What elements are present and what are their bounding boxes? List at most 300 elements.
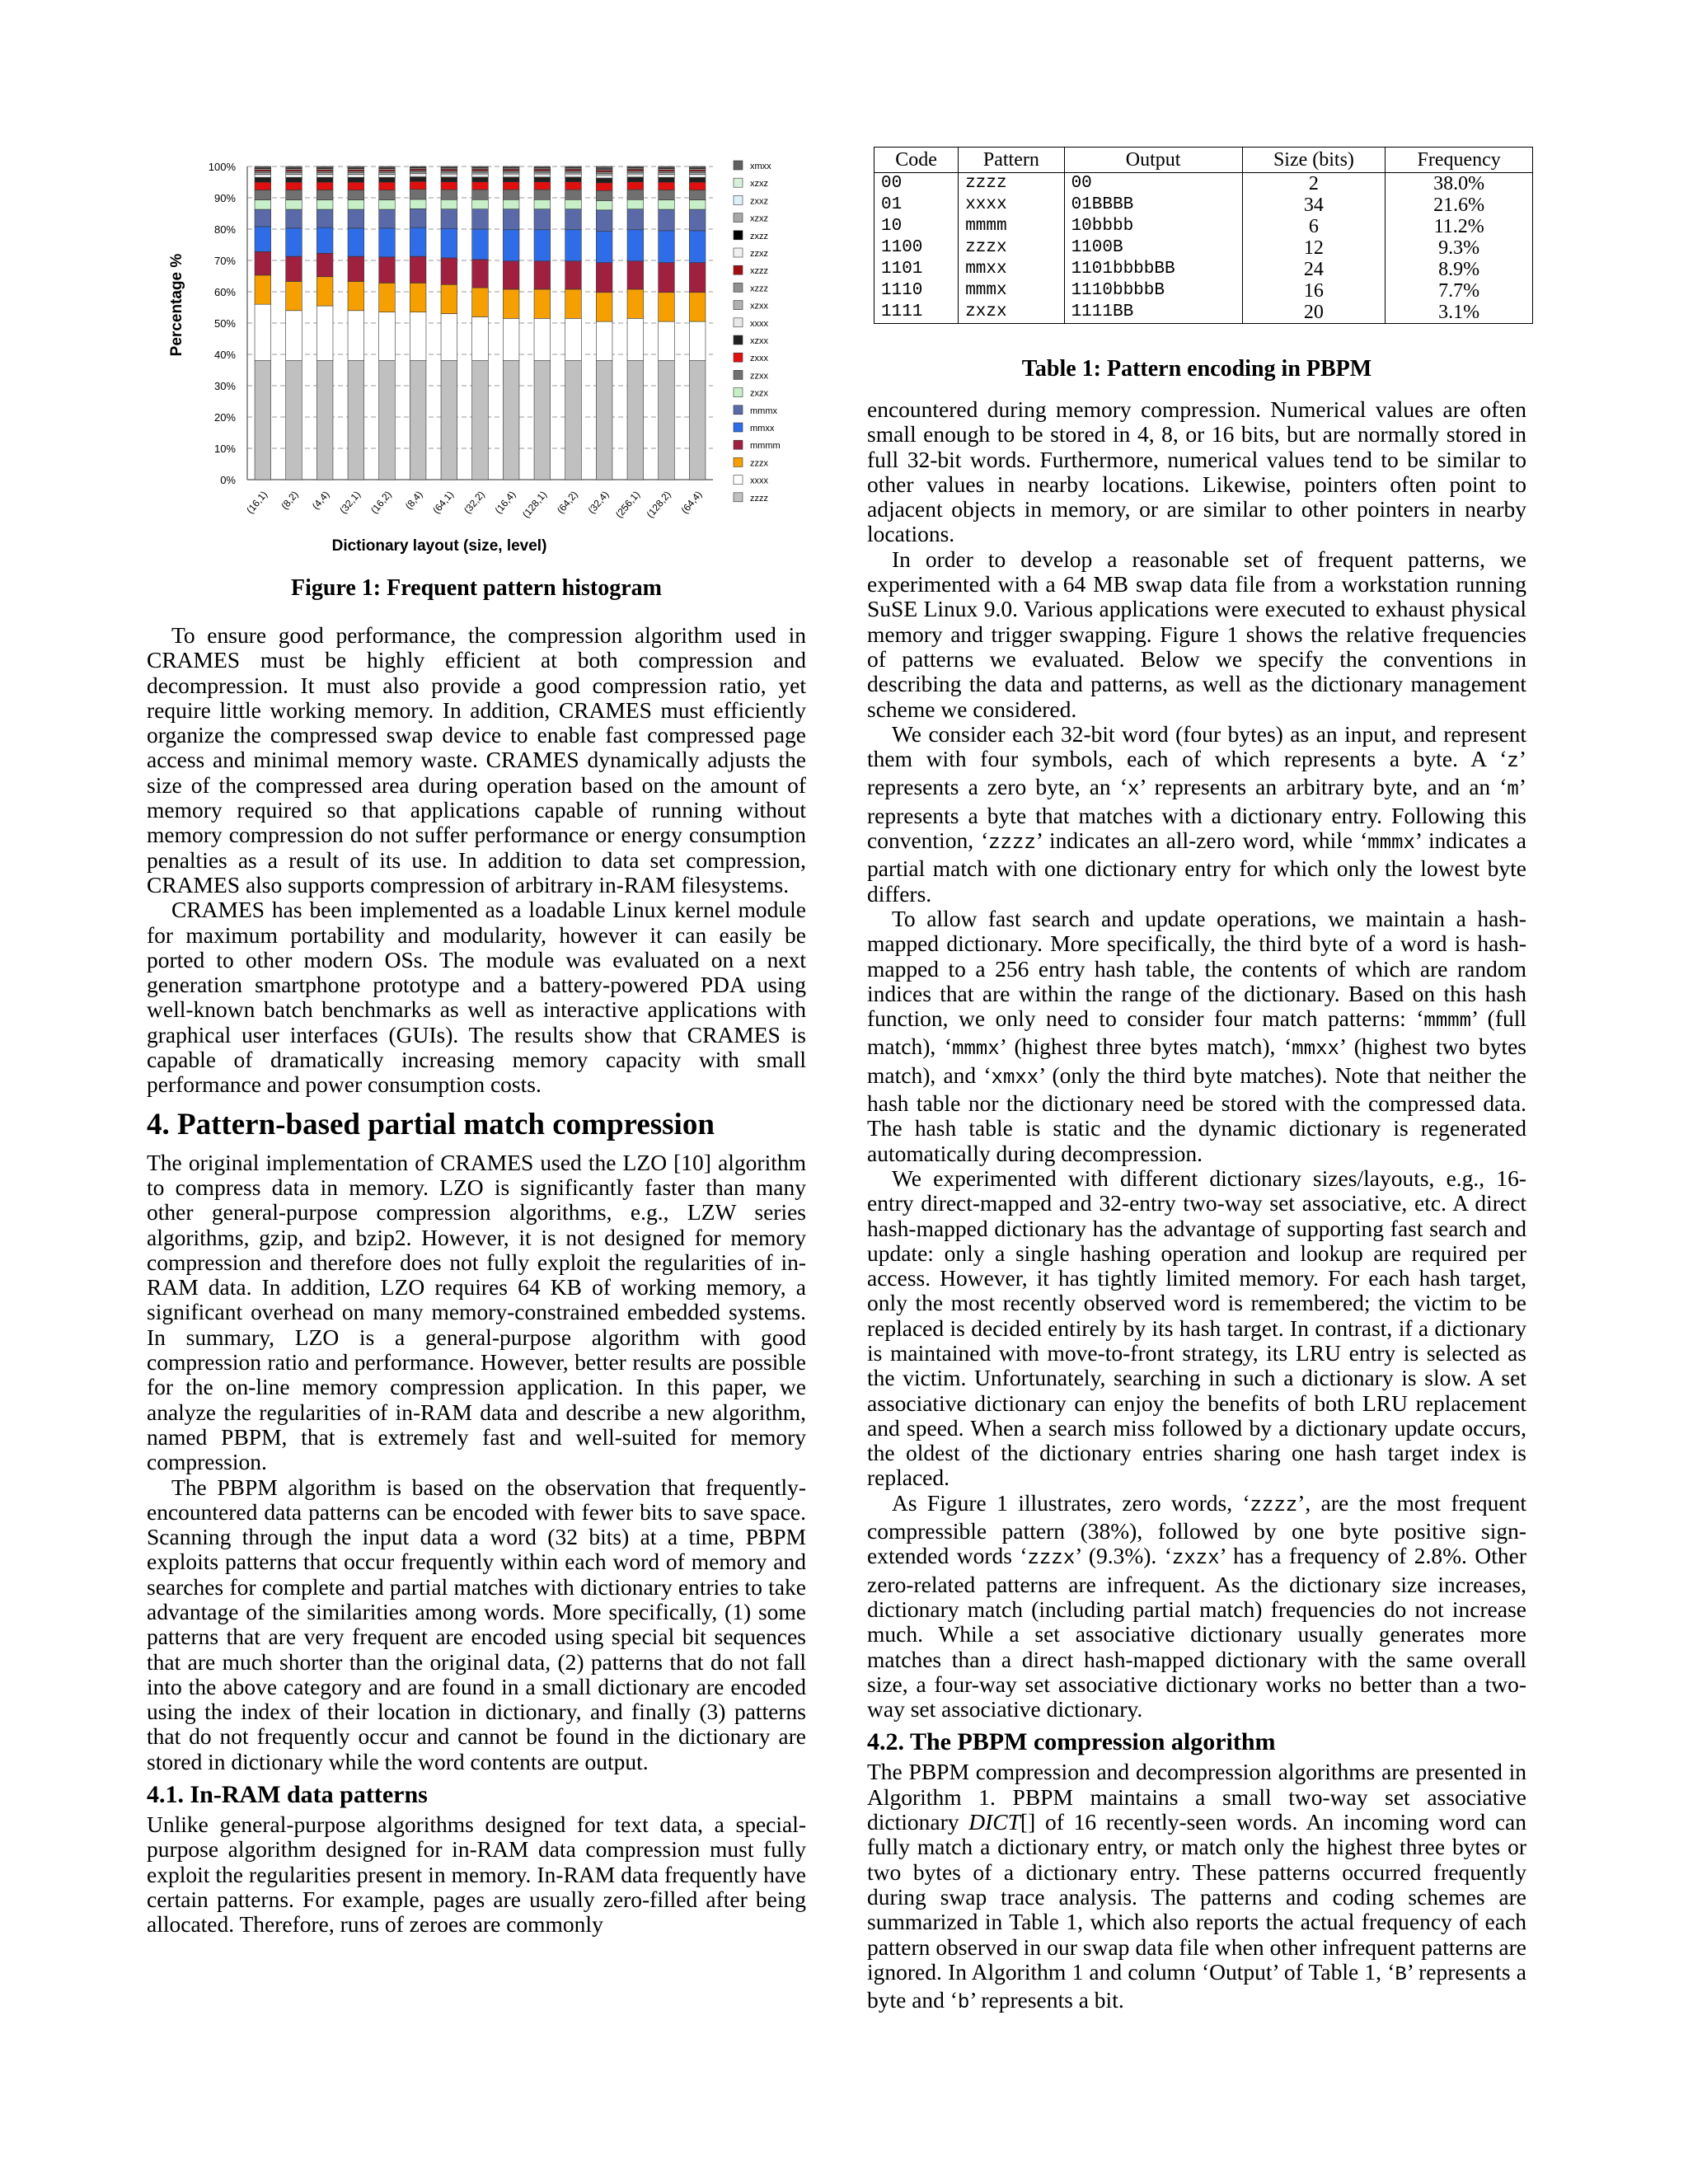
- chart-bar-segment: [286, 175, 302, 178]
- chart-bar-segment: [565, 166, 582, 168]
- chart-bar-segment: [472, 288, 489, 316]
- chart-bar-segment: [689, 190, 706, 200]
- pattern-encoding-table: [874, 147, 1533, 324]
- chart-bar-segment: [348, 190, 364, 200]
- chart-bar-segment: [410, 256, 426, 283]
- chart-bar-segment: [534, 177, 551, 182]
- table-cell: mmmx: [959, 280, 1064, 302]
- table-caption: Table 1: Pattern encoding in PBPM: [1021, 356, 1372, 382]
- chart-bar-segment: [441, 361, 457, 480]
- table-cell: 16: [1242, 280, 1386, 302]
- chart-bar-segment: [596, 178, 612, 183]
- chart-y-tick-label: 50%: [213, 317, 236, 330]
- chart-bar-segment: [379, 228, 396, 257]
- chart-bar-segment: [255, 361, 271, 480]
- chart-bar-segment: [534, 182, 551, 190]
- chart-x-tick-label: (64,2): [554, 488, 580, 516]
- chart-x-tick-label: (32,1): [337, 488, 363, 516]
- chart-x-tick-label: (128,2): [644, 488, 673, 521]
- chart-bar-segment: [689, 231, 706, 263]
- chart-bar-segment: [596, 210, 612, 232]
- chart-bar-segment: [410, 227, 426, 256]
- chart-legend-swatch: [734, 318, 743, 327]
- table-cell: xxxx: [959, 194, 1064, 216]
- chart-legend-swatch: [734, 476, 743, 485]
- left-column: [147, 623, 806, 1938]
- chart-bar-segment: [379, 283, 396, 312]
- chart-x-tick-label: (8,2): [279, 488, 301, 512]
- table-cell: 12: [1242, 237, 1386, 259]
- chart-bar-segment: [565, 361, 582, 480]
- chart-legend-label: xzxx: [750, 301, 768, 312]
- paragraph: encountered during memory compression. Numerical values are often small enough to be stored in 4, 8, or 16 bits, but are normally stored in full 32-bit words. Furthermore, numerical values tend to be similar to other values in nearby locations. Likewise, pointers often point to adjacent objects in memory, or are similar to other pointers in nearby locations.: [867, 396, 1526, 547]
- chart-bar-segment: [534, 174, 551, 177]
- chart-legend-label: xzxz: [750, 213, 768, 224]
- table-cell: 1110: [874, 280, 959, 302]
- table-row: [874, 259, 1533, 280]
- chart-bar-segment: [441, 209, 457, 229]
- chart-bar-segment: [379, 177, 396, 182]
- chart-bar-segment: [379, 175, 396, 178]
- chart-bar-segment: [348, 361, 364, 480]
- chart-legend-swatch: [734, 283, 743, 292]
- chart-bar-segment: [689, 293, 706, 321]
- table-cell: 1101bbbbBB: [1064, 259, 1242, 280]
- chart-x-tick-label: (32,2): [461, 488, 487, 516]
- chart-bar-segment: [689, 177, 706, 182]
- chart-bar-segment: [316, 253, 333, 277]
- chart-bar-segment: [255, 166, 271, 168]
- chart-bar-segment: [627, 318, 644, 360]
- chart-bar-segment: [379, 166, 396, 168]
- chart-bar-segment: [565, 182, 582, 190]
- chart-bar-segment: [627, 209, 644, 230]
- chart-x-tick-label: (64,4): [678, 488, 705, 516]
- chart-bar-segment: [441, 314, 457, 361]
- table-row: [874, 216, 1533, 237]
- chart-y-tick-label: 0%: [220, 474, 236, 486]
- chart-legend-label: zzxz: [750, 249, 768, 259]
- chart-bar-segment: [503, 182, 519, 190]
- chart-bar-segment: [316, 277, 333, 306]
- chart-bar-segment: [596, 166, 612, 169]
- chart-bar-segment: [534, 289, 551, 318]
- chart-y-tick-label: 30%: [213, 380, 236, 392]
- chart-bar-segment: [472, 190, 489, 199]
- table-cell: 9.3%: [1386, 237, 1533, 259]
- table-cell: 00: [1064, 173, 1242, 195]
- table-cell: 24: [1242, 259, 1386, 280]
- chart-bar-segment: [534, 166, 551, 168]
- chart-bar-segment: [348, 281, 364, 310]
- chart-bar-segment: [316, 175, 333, 178]
- table-cell: 34: [1242, 194, 1386, 216]
- chart-y-tick-label: 20%: [213, 411, 236, 424]
- chart-bar-segment: [565, 190, 582, 199]
- chart-bar-segment: [503, 199, 519, 209]
- table-cell: 1100: [874, 237, 959, 259]
- chart-legend-swatch: [734, 335, 743, 344]
- chart-bar-segment: [503, 261, 519, 289]
- chart-bar-segment: [286, 209, 302, 228]
- table-cell: zzzz: [959, 173, 1064, 195]
- chart-bar-segment: [379, 190, 396, 200]
- table-cell: 1111BB: [1064, 302, 1242, 324]
- table-cell: 3.1%: [1386, 302, 1533, 324]
- chart-bar-segment: [348, 311, 364, 361]
- chart-legend-label: zxzx: [750, 388, 768, 399]
- table-row: [874, 173, 1533, 195]
- chart-legend-swatch: [734, 493, 743, 502]
- chart-bar-segment: [659, 175, 675, 178]
- chart-bar-segment: [379, 257, 396, 284]
- section-heading: 4. Pattern-based partial match compression: [147, 1107, 715, 1141]
- chart-y-tick-label: 80%: [213, 223, 236, 236]
- chart-bar-segment: [410, 361, 426, 480]
- paragraph: To allow fast search and update operations, we maintain a hash-mapped dictionary. More specifically, the third byte of a word is hash-mapped to a 256 entry hash table, the contents of which are random indices that are within the range of the dictionary. Based on this hash function, we only need to consider four match patterns: ‘mmmm’ (full match), ‘mmmx’ (highest three bytes match), ‘mmxx’ (highest two bytes match), and ‘xmxx’ (only the third byte matches). Note that neither the hash table nor the dictionary need be stored with the compressed data. The hash table is static and the dynamic dictionary is regenerated automatically during decompression.: [867, 905, 1527, 1166]
- chart-bar-segment: [441, 182, 457, 190]
- chart-x-tick-label: (128,1): [519, 488, 550, 521]
- chart-bar-segment: [316, 190, 333, 200]
- chart-bar-segment: [255, 227, 271, 251]
- chart-legend-label: zxxz: [750, 196, 768, 207]
- chart-bar-segment: [596, 321, 612, 361]
- chart-bar-segment: [565, 230, 582, 261]
- chart-bar-segment: [441, 199, 457, 209]
- chart-bar-segment: [534, 230, 551, 261]
- chart-bar-segment: [503, 166, 519, 168]
- chart-bar-segment: [472, 177, 489, 182]
- chart-bar-segment: [534, 199, 551, 209]
- chart-bar-segment: [659, 263, 675, 293]
- paragraph: Unlike general-purpose algorithms designed for text data, a special-purpose algorithm designed for in-RAM data compression must fully exploit the regularities present in memory. In-RAM data frequently have certain patterns. For example, pages are usually zero-filled after being allocated. Therefore, runs of zeroes are commonly: [147, 1811, 806, 1938]
- chart-bar-segment: [441, 166, 457, 168]
- table-row: [874, 302, 1533, 324]
- chart-bar-segment: [316, 177, 333, 182]
- chart-bar-segment: [689, 209, 706, 231]
- chart-bar-segment: [379, 312, 396, 361]
- chart-bar-segment: [410, 283, 426, 312]
- subsection-heading: 4.2. The PBPM compression algorithm: [867, 1728, 1276, 1756]
- chart-bar-segment: [472, 209, 489, 229]
- paragraph: The original implementation of CRAMES used the LZO [10] algorithm to compress data in memory. LZO is significantly faster than many other general-purpose compression algorithms, e.g., LZW series algorithms, gzip, and bzip2. However, it is not designed for memory compression and therefore does not fully exploit the regularities of in-RAM data. In addition, LZO requires 64 KB of working memory, a significant overhead on many memory-constrained embedded systems. In summary, LZO is a general-purpose algorithm with good compression ratio and performance. However, better results are possible for the on-line memory compression application. In this paper, we analyze the regularities of in-RAM data and describe a new algorithm, named PBPM, that is extremely fast and well-suited for memory compression.: [147, 1149, 806, 1475]
- chart-y-axis-label: Percentage %: [168, 253, 185, 357]
- chart-bar-segment: [410, 190, 426, 199]
- chart-bar-segment: [659, 182, 675, 190]
- chart-bar-segment: [596, 361, 612, 480]
- chart-legend-label: xmxx: [750, 162, 771, 171]
- chart-bar-segment: [627, 182, 644, 190]
- chart-bar-segment: [659, 166, 675, 168]
- chart-bar-segment: [659, 321, 675, 361]
- chart-bar-segment: [255, 177, 271, 182]
- chart-bar-segment: [689, 263, 706, 293]
- chart-bar-segment: [534, 209, 551, 230]
- chart-bar-segment: [503, 174, 519, 177]
- paragraph: We experimented with different dictionary sizes/layouts, e.g., 16-entry direct-mapped and 32-entry two-way set associative, etc. A direct hash-mapped dictionary has the advantage of supporting fast search and update: only a single hashing operation and lookup are required per access. However, it has tightly limited memory. For each hash target, only the most recently observed word is remembered; the victim to be replaced is decided entirely by its hash target. In contrast, if a dictionary is maintained with move-to-front strategy, its LRU entry is selected as the victim. Unfortunately, searching in such a dictionary is slow. A set associative dictionary can enjoy the benefits of both LRU replacement and speed. When a search miss followed by a dictionary update occurs, the oldest of the dictionary entries sharing one hash target index is replaced.: [867, 1165, 1526, 1491]
- chart-legend-swatch: [734, 231, 743, 240]
- chart-bar-segment: [348, 200, 364, 209]
- chart-bar-segment: [534, 261, 551, 289]
- chart-legend-label: mmmx: [750, 405, 777, 416]
- chart-bar-segment: [565, 261, 582, 289]
- chart-legend-label: zzzx: [750, 458, 768, 469]
- chart-legend-label: zxxx: [750, 354, 768, 364]
- chart-bar-segment: [316, 182, 333, 190]
- paragraph: CRAMES has been implemented as a loadable Linux kernel module for maximum portability and modularity, however it can easily be ported to other modern OSs. The module was evaluated on a next generation smartphone prototype and a battery-powered PDA using well-known batch benchmarks as well as interactive applications with graphical user interfaces (GUIs). The results show that CRAMES is capable of dramatically increasing memory capacity with small performance and power consumption costs.: [147, 897, 806, 1098]
- paragraph: The PBPM algorithm is based on the observation that frequently-encountered data patterns can be encoded with fewer bits to save space. Scanning through the input data a word (32 bits) at a time, PBPM exploits patterns that occur frequently within each word of memory and searches for complete and partial matches with dictionary entries to take advantage of the similarities among words. More specifically, (1) some patterns that are very frequent are encoded using special bit sequences that are much shorter than the original data, (2) patterns that do not fall into the above category and are found in a small dictionary are encoded using the index of their location in dictionary, and finally (3) patterns that do not frequently occur and cannot be found in the dictionary are stored in dictionary while the word contents are output.: [147, 1474, 806, 1774]
- chart-legend-label: xzzz: [750, 266, 768, 277]
- chart-bar-segment: [565, 199, 582, 209]
- chart-bar-segment: [348, 177, 364, 182]
- chart-bar-segment: [472, 260, 489, 288]
- table-header-cell: Output: [1064, 148, 1242, 173]
- chart-bar-segment: [286, 281, 302, 310]
- table-cell: 1101: [874, 259, 959, 280]
- chart-bar-segment: [316, 306, 333, 361]
- chart-x-tick-label: (8,4): [402, 488, 425, 512]
- chart-bar-segment: [316, 200, 333, 209]
- chart-bar-segment: [659, 293, 675, 321]
- table-header-cell: Code: [874, 148, 959, 173]
- chart-bar-segment: [379, 182, 396, 190]
- table-cell: 20: [1242, 302, 1386, 324]
- chart-bar-segment: [596, 293, 612, 321]
- chart-legend-swatch: [734, 195, 743, 204]
- chart-bar-segment: [255, 182, 271, 190]
- table-cell: mmxx: [959, 259, 1064, 280]
- chart-bar-segment: [255, 200, 271, 209]
- chart-bar-segment: [441, 228, 457, 258]
- chart-x-tick-label: (256,1): [612, 488, 643, 521]
- chart-bar-segment: [441, 258, 457, 284]
- chart-bar-segment: [627, 261, 644, 289]
- chart-bar-segment: [534, 190, 551, 199]
- chart-bar-segment: [255, 251, 271, 275]
- chart-bar-segment: [627, 289, 644, 318]
- chart-bar-segment: [627, 166, 644, 168]
- chart-legend-swatch: [734, 213, 743, 223]
- table-cell: 10bbbb: [1064, 216, 1242, 237]
- paragraph: In order to develop a reasonable set of frequent patterns, we experimented with a 64 MB swap data file from a workstation running SuSE Linux 9.0. Various applications were executed to exhaust physical memory and trigger swapping. Figure 1 shows the relative frequencies of patterns we evaluated. Below we specify the conventions in describing the data and patterns, as well as the dictionary management scheme we considered.: [867, 546, 1526, 722]
- chart-legend-label: xzzz: [750, 284, 768, 294]
- chart-bar-segment: [316, 166, 333, 168]
- chart-legend-swatch: [734, 353, 743, 362]
- chart-bar-segment: [627, 190, 644, 199]
- chart-bar-segment: [286, 311, 302, 361]
- table-cell: 00: [874, 173, 959, 195]
- chart-bar-segment: [286, 256, 302, 281]
- chart-bar-segment: [627, 199, 644, 209]
- chart-bar-segment: [255, 304, 271, 360]
- chart-bar-segment: [627, 177, 644, 182]
- chart-legend-label: xxxx: [750, 476, 768, 486]
- chart-bar-segment: [689, 200, 706, 209]
- chart-bar-segment: [565, 177, 582, 182]
- chart-bar-segment: [286, 182, 302, 190]
- chart-legend-label: zzzz: [750, 493, 768, 504]
- chart-bar-segment: [565, 318, 582, 360]
- table-header-row: [874, 148, 1533, 173]
- chart-bar-segment: [316, 227, 333, 253]
- chart-bar-segment: [441, 174, 457, 177]
- chart-bar-segment: [441, 190, 457, 199]
- chart-legend-swatch: [734, 265, 743, 274]
- paragraph: The PBPM compression and decompression algorithms are presented in Algorithm 1. PBPM maintains a small two-way set associative dictionary DICT[] of 16 recently-seen words. An incoming word can fully match a dictionary entry, or match only the highest three bytes or two bytes of a dictionary entry. These patterns occurred frequently during swap trace analysis. The patterns and coding schemes are summarized in Table 1, which also reports the actual frequency of each pattern observed in our swap data file when other infrequent patterns are ignored. In Algorithm 1 and column ‘Output’ of Table 1, ‘B’ represents a byte and ‘b’ represents a bit.: [867, 1759, 1526, 2015]
- chart-legend-swatch: [734, 370, 743, 379]
- table-header-cell: Size (bits): [1242, 148, 1386, 173]
- chart-bar-segment: [348, 182, 364, 190]
- chart-bar-segment: [689, 182, 706, 190]
- chart-bar-segment: [410, 166, 426, 167]
- chart-bar-segment: [286, 200, 302, 209]
- chart-bar-segment: [255, 175, 271, 178]
- chart-bar-segment: [410, 209, 426, 227]
- chart-bar-segment: [659, 209, 675, 231]
- chart-x-axis-label: Dictionary layout (size, level): [331, 537, 547, 555]
- figure-caption: Figure 1: Frequent pattern histogram: [290, 575, 663, 601]
- chart-bar-segment: [565, 209, 582, 230]
- chart-legend-swatch: [734, 423, 743, 432]
- chart-bar-segment: [472, 316, 489, 360]
- chart-legend-label: xzxz: [750, 179, 768, 190]
- chart-bar-segment: [565, 174, 582, 177]
- chart-legend-label: zxzz: [750, 231, 768, 241]
- chart-bar-segment: [410, 177, 426, 182]
- chart-bar-segment: [441, 284, 457, 313]
- chart-bar-segment: [410, 312, 426, 361]
- chart-legend-swatch: [734, 178, 743, 187]
- chart-bar-segment: [441, 177, 457, 182]
- table-cell: 01BBBB: [1064, 194, 1242, 216]
- chart-bar-segment: [596, 190, 612, 200]
- chart-bar-segment: [255, 275, 271, 304]
- chart-x-tick-label: (4,4): [309, 488, 332, 512]
- chart-legend-swatch: [734, 248, 743, 257]
- chart-bar-segment: [503, 177, 519, 182]
- table-header-cell: Pattern: [959, 148, 1064, 173]
- chart-bar-segment: [286, 166, 302, 168]
- chart-bar-segment: [286, 190, 302, 200]
- table-cell: 11.2%: [1386, 216, 1533, 237]
- table-cell: 6: [1242, 216, 1386, 237]
- chart-y-tick-label: 100%: [208, 161, 236, 173]
- chart-legend-swatch: [734, 440, 743, 449]
- chart-x-tick-label: (16,1): [244, 488, 270, 516]
- chart-bar-segment: [472, 199, 489, 209]
- table-cell: 1100B: [1064, 237, 1242, 259]
- chart-bar-segment: [472, 361, 489, 480]
- chart-x-tick-label: (16,2): [368, 488, 394, 516]
- chart-bar-segment: [689, 166, 706, 168]
- chart-bar-segment: [534, 361, 551, 480]
- table-cell: 1111: [874, 302, 959, 324]
- chart-legend-label: mmxx: [750, 424, 775, 434]
- chart-bar-segment: [627, 174, 644, 177]
- table-cell: 38.0%: [1386, 173, 1533, 195]
- chart-y-tick-label: 10%: [213, 443, 236, 455]
- paragraph: As Figure 1 illustrates, zero words, ‘zzzz’, are the most frequent compressible pattern (38%), followed by one byte positive sign-extended words ‘zzzx’ (9.3%). ‘zxzx’ has a frequency of 2.8%. Other zero-related patterns are infrequent. As the dictionary size increases, dictionary match (including partial match) frequencies do not increase much. While a set associative dictionary usually generates more matches than a direct hash-mapped dictionary with the same overall size, a four-way set associative dictionary works no better than a two-way set associative dictionary.: [867, 1489, 1527, 1722]
- table-cell: 1110bbbbB: [1064, 280, 1242, 302]
- chart-bar-segment: [286, 177, 302, 182]
- chart-bar-segment: [503, 361, 519, 480]
- chart-bar-segment: [503, 230, 519, 261]
- chart-bar-segment: [379, 200, 396, 209]
- chart-x-tick-label: (64,1): [430, 488, 457, 516]
- chart-y-tick-label: 70%: [213, 255, 236, 267]
- chart-bar-segment: [472, 166, 489, 168]
- table-header-cell: Frequency: [1386, 148, 1533, 173]
- chart-bar-segment: [255, 209, 271, 227]
- chart-y-tick-label: 40%: [213, 349, 236, 361]
- chart-bar-segment: [348, 256, 364, 281]
- chart-bar-segment: [689, 361, 706, 480]
- chart-legend-label: zzxx: [750, 371, 768, 382]
- chart-legend-swatch: [734, 457, 743, 466]
- chart-legend-swatch: [734, 161, 743, 170]
- chart-bar-segment: [596, 232, 612, 263]
- chart-bar-segment: [627, 230, 644, 261]
- chart-bar-segment: [286, 228, 302, 256]
- chart-bar-segment: [348, 209, 364, 228]
- chart-bar-segment: [410, 174, 426, 177]
- chart-legend-swatch: [734, 388, 743, 397]
- chart-bar-segment: [379, 361, 396, 480]
- paragraph: To ensure good performance, the compression algorithm used in CRAMES must be highly efficient at both compression and decompression. It must also provide a good compression ratio, yet require little working memory. In addition, CRAMES must efficiently organize the compressed swap device to enable fast compressed page access and minimal memory waste. CRAMES dynamically adjusts the size of the compressed area during operation based on the amount of memory required so that applications capable of running without memory compression do not suffer performance or energy consumption penalties as a result of its use. In addition to data set compression, CRAMES also supports compression of arbitrary in-RAM filesystems.: [147, 622, 806, 898]
- chart-bar-segment: [659, 361, 675, 480]
- table-cell: 01: [874, 194, 959, 216]
- chart-bar-segment: [316, 209, 333, 227]
- chart-bar-segment: [348, 228, 364, 256]
- chart-bar-segment: [472, 182, 489, 190]
- chart-bar-segment: [534, 318, 551, 360]
- chart-y-tick-label: 60%: [213, 286, 236, 298]
- chart-bar-segment: [596, 200, 612, 209]
- chart-bar-segment: [627, 361, 644, 480]
- table-cell: zzzx: [959, 237, 1064, 259]
- right-column: [867, 397, 1526, 2016]
- table-cell: 2: [1242, 173, 1386, 195]
- chart-legend-label: xzxx: [750, 336, 768, 346]
- chart-bar-segment: [503, 209, 519, 230]
- subsection-heading: 4.1. In-RAM data patterns: [147, 1781, 428, 1809]
- table-row: [874, 280, 1533, 302]
- chart-bar-segment: [410, 181, 426, 190]
- chart-x-tick-label: (32,4): [585, 488, 612, 516]
- chart-bar-segment: [596, 175, 612, 178]
- chart-y-tick-label: 90%: [213, 192, 236, 204]
- table-cell: 8.9%: [1386, 259, 1533, 280]
- chart-bar-segment: [379, 209, 396, 228]
- chart-legend-swatch: [734, 301, 743, 310]
- chart-bar-segment: [659, 177, 675, 182]
- chart-bar-segment: [596, 183, 612, 191]
- chart-bar-segment: [596, 263, 612, 293]
- table-cell: 10: [874, 216, 959, 237]
- chart-bar-segment: [472, 174, 489, 177]
- chart-bar-segment: [503, 289, 519, 318]
- chart-bar-segment: [503, 190, 519, 199]
- chart-bar-segment: [348, 175, 364, 178]
- chart-legend-label: mmmm: [750, 441, 781, 452]
- table-cell: 7.7%: [1386, 280, 1533, 302]
- chart-legend-swatch: [734, 405, 743, 415]
- chart-bar-segment: [286, 361, 302, 480]
- chart-bar-segment: [689, 321, 706, 361]
- chart-bar-segment: [316, 361, 333, 480]
- table-row: [874, 237, 1533, 259]
- table-row: [874, 194, 1533, 216]
